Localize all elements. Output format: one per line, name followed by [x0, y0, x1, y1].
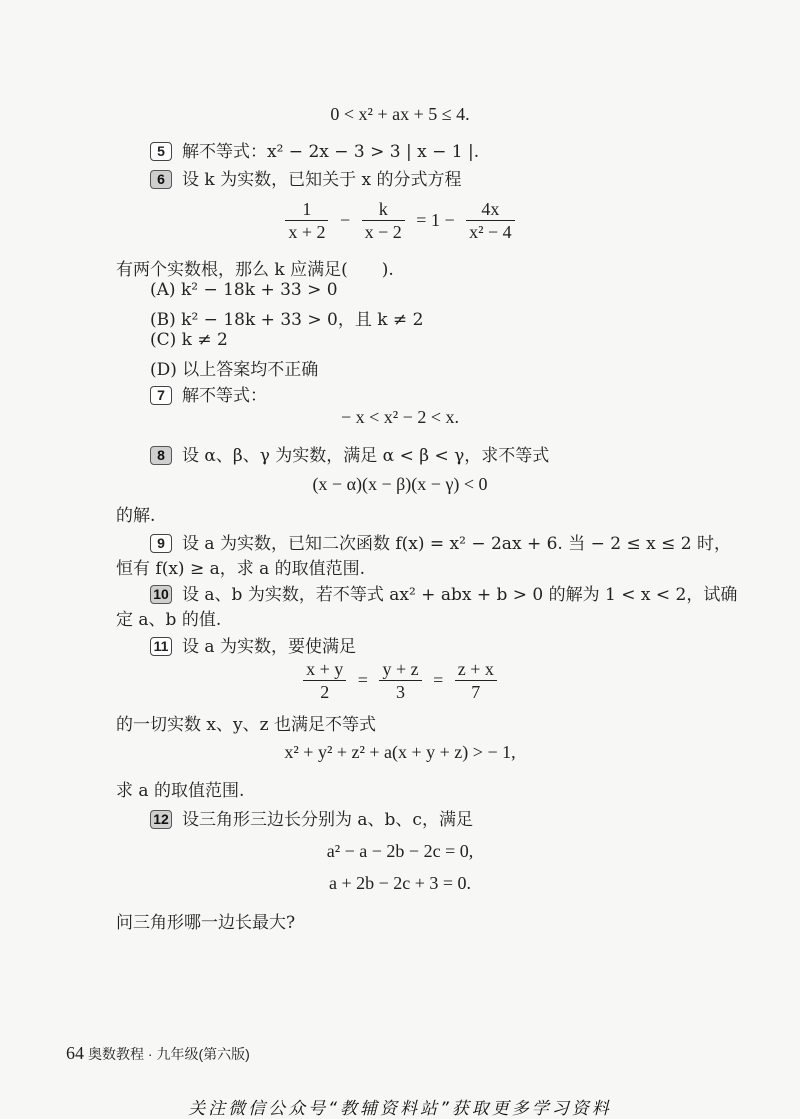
book-title: 奥数教程 · 九年级(第六版) — [88, 1046, 250, 1062]
page-number: 64 — [66, 1043, 84, 1063]
problem-number-8: 8 — [150, 446, 172, 465]
problem-11-line3: 求 a 的取值范围. — [116, 781, 245, 801]
problem-number-11: 11 — [150, 637, 172, 656]
problem-number-6: 6 — [150, 170, 172, 189]
option-d: (D) 以上答案均不正确 — [150, 360, 319, 380]
problem-11-formula: x² + y² + z² + a(x + y + z) > − 1, — [284, 742, 516, 762]
problem-10-text: 设 a、b 为实数，若不等式 ax² + abx + b > 0 的解为 1 < x < 2，试确 — [182, 585, 738, 605]
fraction-zx: $\frac{z + x}{7}$ — [455, 658, 497, 703]
problem-8-tail: 的解. — [116, 506, 156, 526]
fraction-1: $\frac{1}{x + 2}$ — [285, 198, 328, 243]
problem-12-tail: 问三角形哪一边长最大? — [116, 913, 296, 933]
problem-number-12: 12 — [150, 810, 172, 829]
problem-7-formula: − x < x² − 2 < x. — [340, 407, 459, 427]
problem-9-line2: 恒有 f(x) ≥ a，求 a 的取值范围. — [116, 559, 366, 579]
problem-12-text: 设三角形三边长分别为 a、b、c，满足 — [182, 810, 473, 830]
problem-9-text: 设 a 为实数，已知二次函数 f(x) = x² − 2ax + 6. 当 − 2 ≤ x ≤ 2 时， — [182, 534, 731, 554]
problem-6-text: 设 k 为实数，已知关于 x 的分式方程 — [182, 170, 462, 190]
page-footer — [66, 1043, 250, 1064]
problem-12-eq2: a + 2b − 2c + 3 = 0. — [328, 873, 472, 893]
problem-number-7: 7 — [150, 386, 172, 405]
problem-6 — [150, 165, 462, 190]
equals-sign: = — [433, 670, 444, 690]
option-b: (B) k² − 18k + 33 > 0，且 k ≠ 2 — [150, 310, 424, 330]
problem-number-5: 5 — [150, 142, 172, 161]
fraction-2: $\frac{k}{x - 2}$ — [362, 198, 405, 243]
problem-5 — [150, 137, 479, 162]
problem-8-text: 设 α、β、γ 为实数，满足 α < β < γ，求不等式 — [182, 446, 550, 466]
problem-10-line2: 定 a、b 的值. — [116, 610, 222, 630]
equals-sign: = — [357, 670, 368, 690]
problem-number-9: 9 — [150, 534, 172, 553]
problem-6-equation — [0, 198, 800, 243]
problem-5-text: 解不等式：x² − 2x − 3 > 3 | x − 1 |. — [182, 142, 480, 162]
fraction-xy: $\frac{x + y}{2}$ — [303, 658, 346, 703]
problem-8-formula: (x − α)(x − β)(x − γ) < 0 — [312, 474, 488, 494]
problem-8 — [150, 441, 549, 466]
problem-11-line2: 的一切实数 x、y、z 也满足不等式 — [116, 715, 376, 735]
problem-9 — [150, 529, 731, 554]
problem-12-eq1: a² − a − 2b − 2c = 0, — [326, 841, 474, 861]
problem-6-tail: 有两个实数根，那么 k 应满足( ). — [116, 260, 394, 280]
problem-10 — [150, 580, 737, 605]
problem-11-fractions — [0, 658, 800, 703]
problem-number-10: 10 — [150, 585, 172, 604]
fraction-yz: $\frac{y + z}{3}$ — [379, 658, 421, 703]
problem-11-text: 设 a 为实数，要使满足 — [182, 637, 356, 657]
equals-one-minus: = 1 − — [416, 210, 455, 230]
bottom-banner: 关注微信公众号“教辅资料站”获取更多学习资料 — [188, 1099, 612, 1119]
problem-7 — [150, 381, 267, 406]
fraction-3: $\frac{4x}{\text{x² − 4}}$ — [466, 198, 515, 243]
problem-11 — [150, 632, 356, 657]
inequality-line: 0 < x² + ax + 5 ≤ 4. — [330, 104, 470, 124]
problem-7-text: 解不等式： — [182, 386, 267, 406]
option-c: (C) k ≠ 2 — [150, 330, 228, 350]
problem-12 — [150, 805, 473, 830]
option-a: (A) k² − 18k + 33 > 0 — [150, 280, 338, 300]
minus-sign: − — [339, 210, 351, 230]
